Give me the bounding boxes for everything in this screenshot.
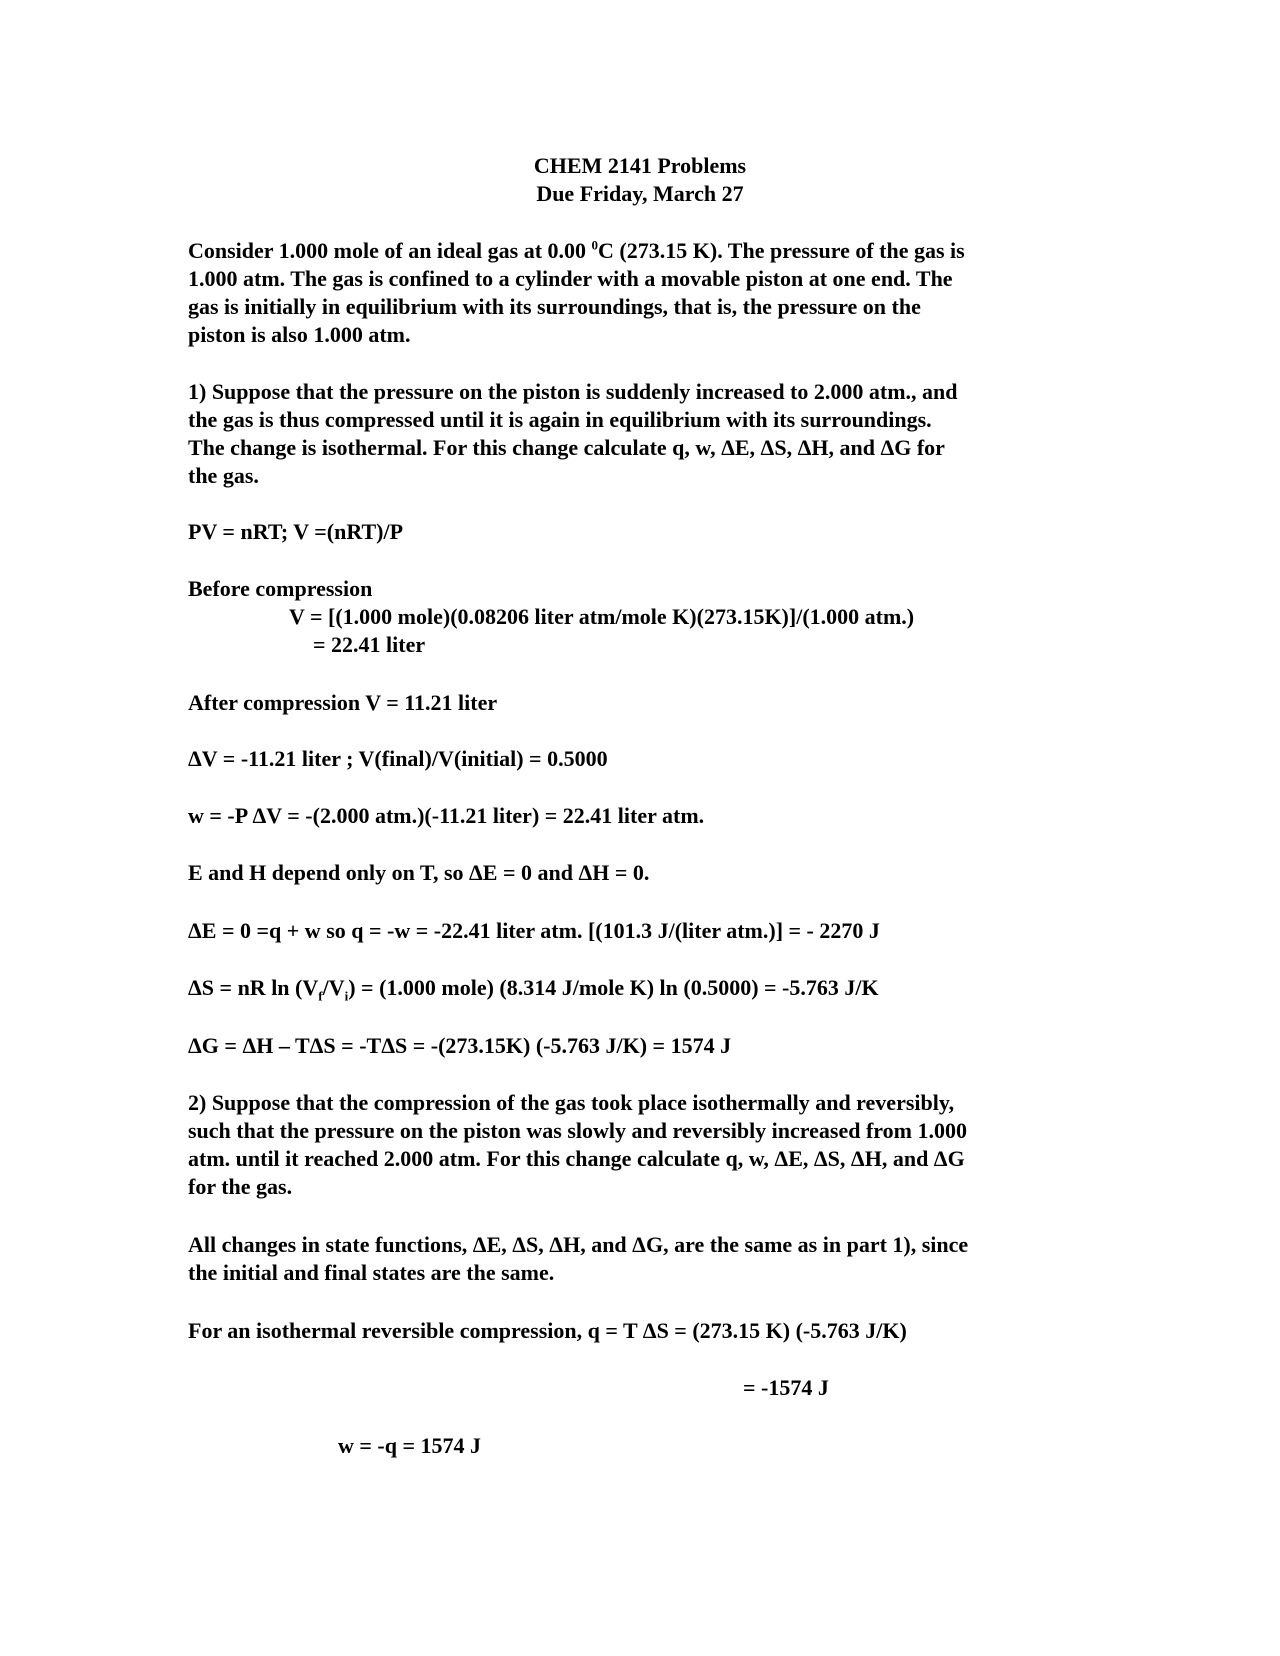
initial-subscript: i xyxy=(344,988,349,1004)
due-date: Due Friday, March 27 xyxy=(536,181,744,206)
after-compression: After compression V = 11.21 liter xyxy=(188,690,498,715)
work-equation: w = -P ΔV = -(2.000 atm.)(-11.21 liter) = 22.41 liter atm. xyxy=(188,803,705,828)
state-function-statement: E and H depend only on T, so ΔE = 0 and ΔH = 0. xyxy=(188,860,650,885)
entropy-equation-start: ΔS = nR ln (V xyxy=(188,975,319,1000)
entropy-equation xyxy=(188,974,879,1002)
entropy-equation-end: ) = (1.000 mole) (8.314 J/mole K) ln (0.5000) = -5.763 J/K xyxy=(348,975,879,1000)
problem-1-line-4: the gas. xyxy=(188,463,259,488)
gibbs-equation: ΔG = ΔH – TΔS = -TΔS = -(273.15K) (-5.763 J/K) = 1574 J xyxy=(188,1033,732,1058)
state-functions-line-2: the initial and final states are the same. xyxy=(188,1260,555,1285)
intro-line-4: piston is also 1.000 atm. xyxy=(188,322,411,347)
before-compression-equation: V = [(1.000 mole)(0.08206 liter atm/mole K)(273.15K)]/(1.000 atm.) xyxy=(289,604,915,629)
ideal-gas-law: PV = nRT; V =(nRT)/P xyxy=(188,519,404,544)
problem-2-line-3: atm. until it reached 2.000 atm. For this change calculate q, w, ΔE, ΔS, ΔH, and ΔG xyxy=(188,1146,965,1171)
intro-line-1 xyxy=(188,237,965,265)
reversible-work-equation: w = -q = 1574 J xyxy=(338,1433,482,1458)
heat-equation: ΔE = 0 =q + w so q = -w = -22.41 liter atm. [(101.3 J/(liter atm.)] = - 2270 J xyxy=(188,918,880,943)
problem-2-line-2: such that the pressure on the piston was slowly and reversibly increased from 1.000 xyxy=(188,1118,968,1143)
degree-superscript: 0 xyxy=(591,237,599,253)
state-functions-line-1: All changes in state functions, ΔE, ΔS, ΔH, and ΔG, are the same as in part 1), since xyxy=(188,1232,969,1257)
delta-v-equation: ΔV = -11.21 liter ; V(final)/V(initial) = 0.5000 xyxy=(188,746,608,771)
before-compression-result: = 22.41 liter xyxy=(313,632,426,657)
problem-2-line-4: for the gas. xyxy=(188,1174,293,1199)
final-subscript: f xyxy=(318,988,323,1004)
reversible-heat-equation: For an isothermal reversible compression, q = T ΔS = (273.15 K) (-5.763 J/K) xyxy=(188,1318,907,1343)
intro-line-1-end: C (273.15 K). The pressure of the gas is xyxy=(598,238,965,263)
problem-1-line-1: 1) Suppose that the pressure on the piston is suddenly increased to 2.000 atm., and xyxy=(188,379,958,404)
problem-1-line-2: the gas is thus compressed until it is again in equilibrium with its surroundings. xyxy=(188,407,932,432)
intro-line-2: 1.000 atm. The gas is confined to a cylinder with a movable piston at one end. The xyxy=(188,266,953,291)
document-title: CHEM 2141 Problems xyxy=(533,153,747,178)
problem-2-line-1: 2) Suppose that the compression of the gas took place isothermally and reversibly, xyxy=(188,1090,955,1115)
before-compression-label: Before compression xyxy=(188,576,373,601)
entropy-equation-divider: /V xyxy=(322,975,345,1000)
reversible-heat-result: = -1574 J xyxy=(743,1375,829,1400)
problem-1-line-3: The change is isothermal. For this change calculate q, w, ΔE, ΔS, ΔH, and ΔG for xyxy=(188,435,945,460)
intro-line-1-start: Consider 1.000 mole of an ideal gas at 0.00 xyxy=(188,238,592,263)
intro-line-3: gas is initially in equilibrium with its surroundings, that is, the pressure on the xyxy=(188,294,921,319)
